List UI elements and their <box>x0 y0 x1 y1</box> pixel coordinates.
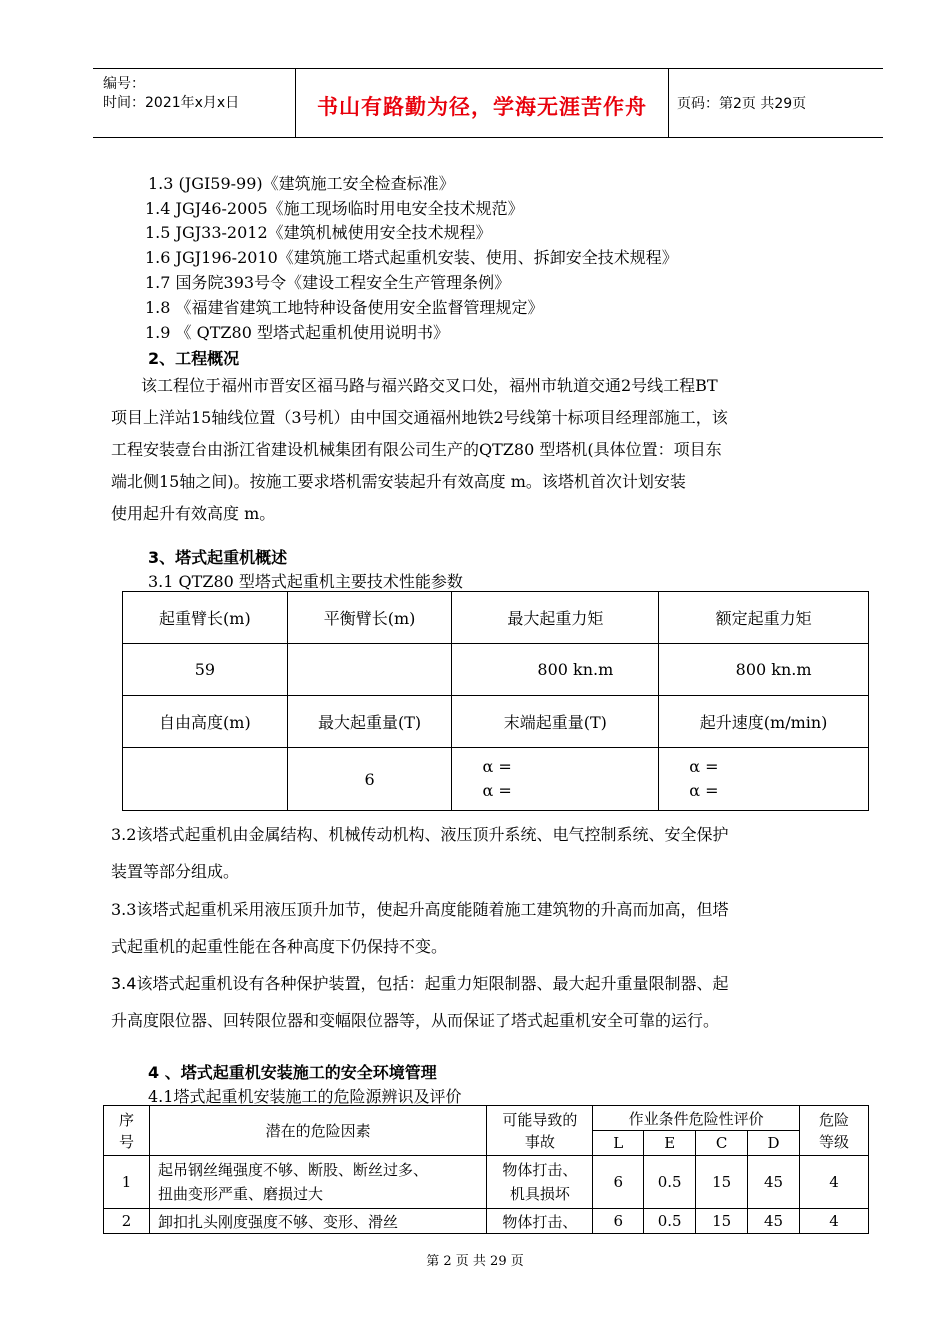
para-3-2-line: 装置等部分组成。 <box>111 862 240 881</box>
body-line: 项目上洋站15轴线位置（3号机）由中国交通福州地铁2号线第十标项目经理部施工，该 <box>111 408 728 427</box>
table-cell: 平衡臂长(m) <box>287 592 452 644</box>
table-cell: 15 <box>696 1156 748 1209</box>
ref-item: 1.6 JGJ196-2010《建筑施工塔式起重机安装、使用、拆卸安全技术规程》 <box>145 248 678 267</box>
ref-item: 1.4 JGJ46-2005《施工现场临时用电安全技术规范》 <box>145 199 524 218</box>
table-row <box>123 644 869 696</box>
table-row <box>104 1209 869 1234</box>
table-cell <box>452 748 659 811</box>
table-cell: 4 <box>800 1156 869 1209</box>
cell-text: 起吊钢丝绳强度不够、断股、断丝过多、 <box>157 1161 428 1179</box>
body-line: 工程安装壹台由浙江省建设机械集团有限公司生产的QTZ80 型塔机(具体位置：项目东 <box>111 440 722 459</box>
table-cell <box>287 644 452 696</box>
ref-item: 1.3 (JGI59-99)《建筑施工安全检查标准》 <box>148 174 455 193</box>
doc-number-label: 编号： <box>103 76 145 92</box>
alpha-value: α = <box>482 781 512 800</box>
table-cell: 15 <box>696 1209 748 1234</box>
header-cell: 潜在的危险因素 <box>149 1106 486 1156</box>
table-cell: 6 <box>593 1209 644 1234</box>
header-left-cell <box>93 69 296 137</box>
header-cell: E <box>644 1131 696 1156</box>
section-2-title: 2、工程概况 <box>148 349 240 368</box>
table-cell: 额定起重力矩 <box>659 592 869 644</box>
page-footer: 第 2 页 共 29 页 <box>426 1254 524 1269</box>
spec-table <box>122 591 869 811</box>
alpha-value: α = <box>689 781 719 800</box>
header-cell <box>487 1106 593 1156</box>
header-cell: C <box>696 1131 748 1156</box>
table-cell: 起重臂长(m) <box>123 592 288 644</box>
ref-item: 1.8 《福建省建筑工地特种设备使用安全监督管理规定》 <box>145 298 544 317</box>
header-text: 危险 <box>819 1110 850 1129</box>
alpha-value: α = <box>482 757 512 776</box>
ref-item: 1.5 JGJ33-2012《建筑机械使用安全技术规程》 <box>145 223 492 242</box>
header-cell: D <box>748 1131 800 1156</box>
table-cell: 最大起重力矩 <box>452 592 659 644</box>
cell-text: 扭曲变形严重、磨损过大 <box>157 1185 323 1203</box>
section-4-subtitle: 4.1塔式起重机安装施工的危险源辨识及评价 <box>148 1087 462 1106</box>
table-row <box>104 1156 869 1209</box>
section-3-subtitle: 3.1 QTZ80 型塔式起重机主要技术性能参数 <box>148 572 463 591</box>
table-row <box>123 592 869 644</box>
table-cell: 6 <box>593 1156 644 1209</box>
para-3-3-line: 式起重机的起重性能在各种高度下仍保持不变。 <box>111 937 448 956</box>
header-text: 等级 <box>819 1132 850 1151</box>
table-cell: 4 <box>800 1209 869 1234</box>
hazard-table <box>103 1105 869 1234</box>
table-cell: 45 <box>748 1156 800 1209</box>
table-cell: 物体打击、 <box>487 1209 593 1234</box>
header-motto-cell <box>296 69 669 137</box>
ref-item: 1.7 国务院393号令《建设工程安全生产管理条例》 <box>145 273 511 292</box>
header-page-cell <box>669 69 883 137</box>
para-3-2-line: 3.2该塔式起重机由金属结构、机械传动机构、液压顶升系统、电气控制系统、安全保护 <box>111 825 729 844</box>
header-cell: L <box>593 1131 644 1156</box>
table-cell <box>487 1156 593 1209</box>
table-cell <box>659 748 869 811</box>
body-line: 使用起升有效高度 m。 <box>111 504 276 523</box>
table-cell: 0.5 <box>644 1209 696 1234</box>
table-cell: 0.5 <box>644 1156 696 1209</box>
table-cell: 800 kn.m <box>659 644 869 696</box>
table-cell: 45 <box>748 1209 800 1234</box>
table-cell: 800 kn.m <box>452 644 659 696</box>
table-cell: 1 <box>104 1156 150 1209</box>
page-header <box>93 68 883 138</box>
table-cell: 59 <box>123 644 288 696</box>
section-2-body <box>111 370 867 530</box>
header-cell: 作业条件危险性评价 <box>593 1106 800 1131</box>
header-page-number: 页码：第2页 共29页 <box>677 96 807 112</box>
alpha-value: α = <box>689 757 719 776</box>
header-cell <box>104 1106 150 1156</box>
cell-text: 物体打击、 <box>502 1161 578 1179</box>
body-line: 该工程位于福州市晋安区福马路与福兴路交叉口处，福州市轨道交通2号线工程BT <box>141 376 718 395</box>
table-cell: 最大起重量(T) <box>287 696 452 748</box>
header-text: 事故 <box>524 1132 555 1151</box>
body-line: 端北侧15轴之间)。按施工要求塔机需安装起升有效高度 m。该塔机首次计划安装 <box>111 472 686 491</box>
table-cell: 2 <box>104 1209 150 1234</box>
para-3-4-line: 升高度限位器、回转限位器和变幅限位器等，从而保证了塔式起重机安全可靠的运行。 <box>111 1011 720 1030</box>
table-header-row <box>104 1106 869 1131</box>
header-text: 可能导致的 <box>502 1110 578 1129</box>
table-cell: 6 <box>287 748 452 811</box>
table-cell: 末端起重量(T) <box>452 696 659 748</box>
section-3-title: 3、塔式起重机概述 <box>148 548 288 567</box>
para-3-4-line: 3.4该塔式起重机设有各种保护装置，包括：起重力矩限制器、最大起升重量限制器、起 <box>111 974 729 993</box>
header-text: 号 <box>118 1132 134 1151</box>
table-cell: 自由高度(m) <box>123 696 288 748</box>
section-4-title: 4 、塔式起重机安装施工的安全环境管理 <box>148 1063 437 1082</box>
header-motto: 书山有路勤为径，学海无涯苦作舟 <box>317 95 647 119</box>
para-3-3-line: 3.3该塔式起重机采用液压顶升加节，使起升高度能随着施工建筑物的升高而加高，但塔 <box>111 900 729 919</box>
table-row <box>123 696 869 748</box>
table-cell: 起升速度(m/min) <box>659 696 869 748</box>
cell-text: 机具损坏 <box>509 1185 570 1203</box>
header-cell <box>800 1106 869 1156</box>
table-cell: 卸扣扎头刚度强度不够、变形、滑丝 <box>149 1209 486 1234</box>
table-row <box>123 748 869 811</box>
ref-item: 1.9 《 QTZ80 型塔式起重机使用说明书》 <box>145 323 449 342</box>
table-cell <box>123 748 288 811</box>
header-text: 序 <box>118 1110 134 1129</box>
table-cell <box>149 1156 486 1209</box>
doc-time: 时间：2021年x月x日 <box>103 95 240 111</box>
